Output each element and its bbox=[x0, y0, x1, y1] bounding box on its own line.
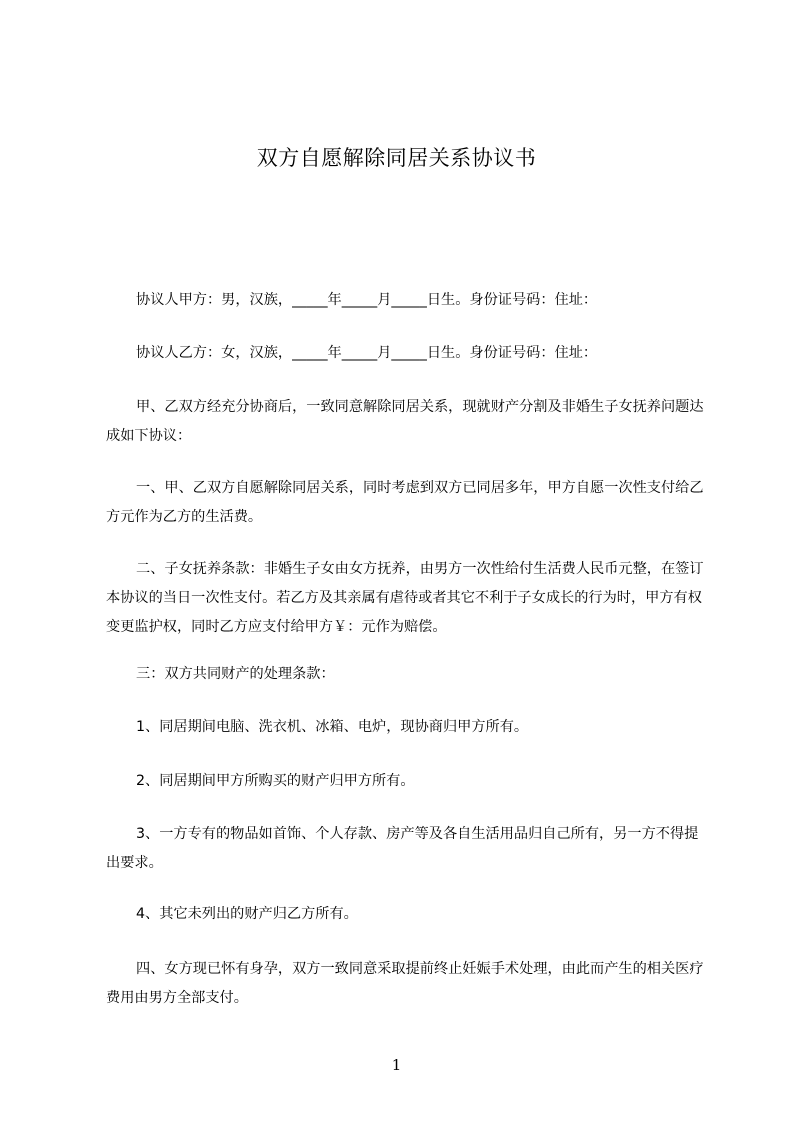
party-b-info: 协议人乙方：女，汉族，_____年_____月_____日生。身份证号码：住址： bbox=[136, 345, 598, 361]
document-title: 双方自愿解除同居关系协议书 bbox=[256, 146, 537, 170]
clause-2-paragraph: 二、子女抚养条款：非婚生子女由女方抚养，由男方一次性给付生活费人民币元整，在签订本协议的当日一次性支付。若乙方及其亲属有虐待或者其它不利于子女成长的行为时，甲方有权变更监护权，同时乙方应支付给甲方￥：元作为赔偿。 bbox=[106, 561, 704, 635]
page-number: 1 bbox=[391, 1056, 402, 1074]
preamble-paragraph: 甲、乙双方经充分协商后，一致同意解除同居关系，现就财产分割及非婚生子女抚养问题达成如下协议： bbox=[106, 399, 704, 444]
clause-3-item-3: 3、一方专有的物品如首饰、个人存款、房产等及各自生活用品归自己所有，另一方不得提出要求。 bbox=[106, 826, 699, 871]
party-a-info: 协议人甲方：男，汉族，_____年_____月_____日生。身份证号码：住址： bbox=[136, 292, 598, 308]
clause-3-item-2: 2、同居期间甲方所购买的财产归甲方所有。 bbox=[136, 773, 415, 789]
clause-4-paragraph: 四、女方现已怀有身孕，双方一致同意采取提前终止妊娠手术处理，由此而产生的相关医疗费用由男方全部支付。 bbox=[106, 961, 704, 1006]
clause-1-paragraph: 一、甲、乙双方自愿解除同居关系，同时考虑到双方已同居多年，甲方自愿一次性支付给乙方元作为乙方的生活费。 bbox=[106, 480, 704, 525]
clause-3-item-1: 1、同居期间电脑、洗衣机、冰箱、电炉，现协商归甲方所有。 bbox=[136, 719, 529, 735]
clause-3-heading: 三：双方共同财产的处理条款： bbox=[136, 666, 335, 682]
clause-3-item-4: 4、其它未列出的财产归乙方所有。 bbox=[136, 906, 358, 922]
